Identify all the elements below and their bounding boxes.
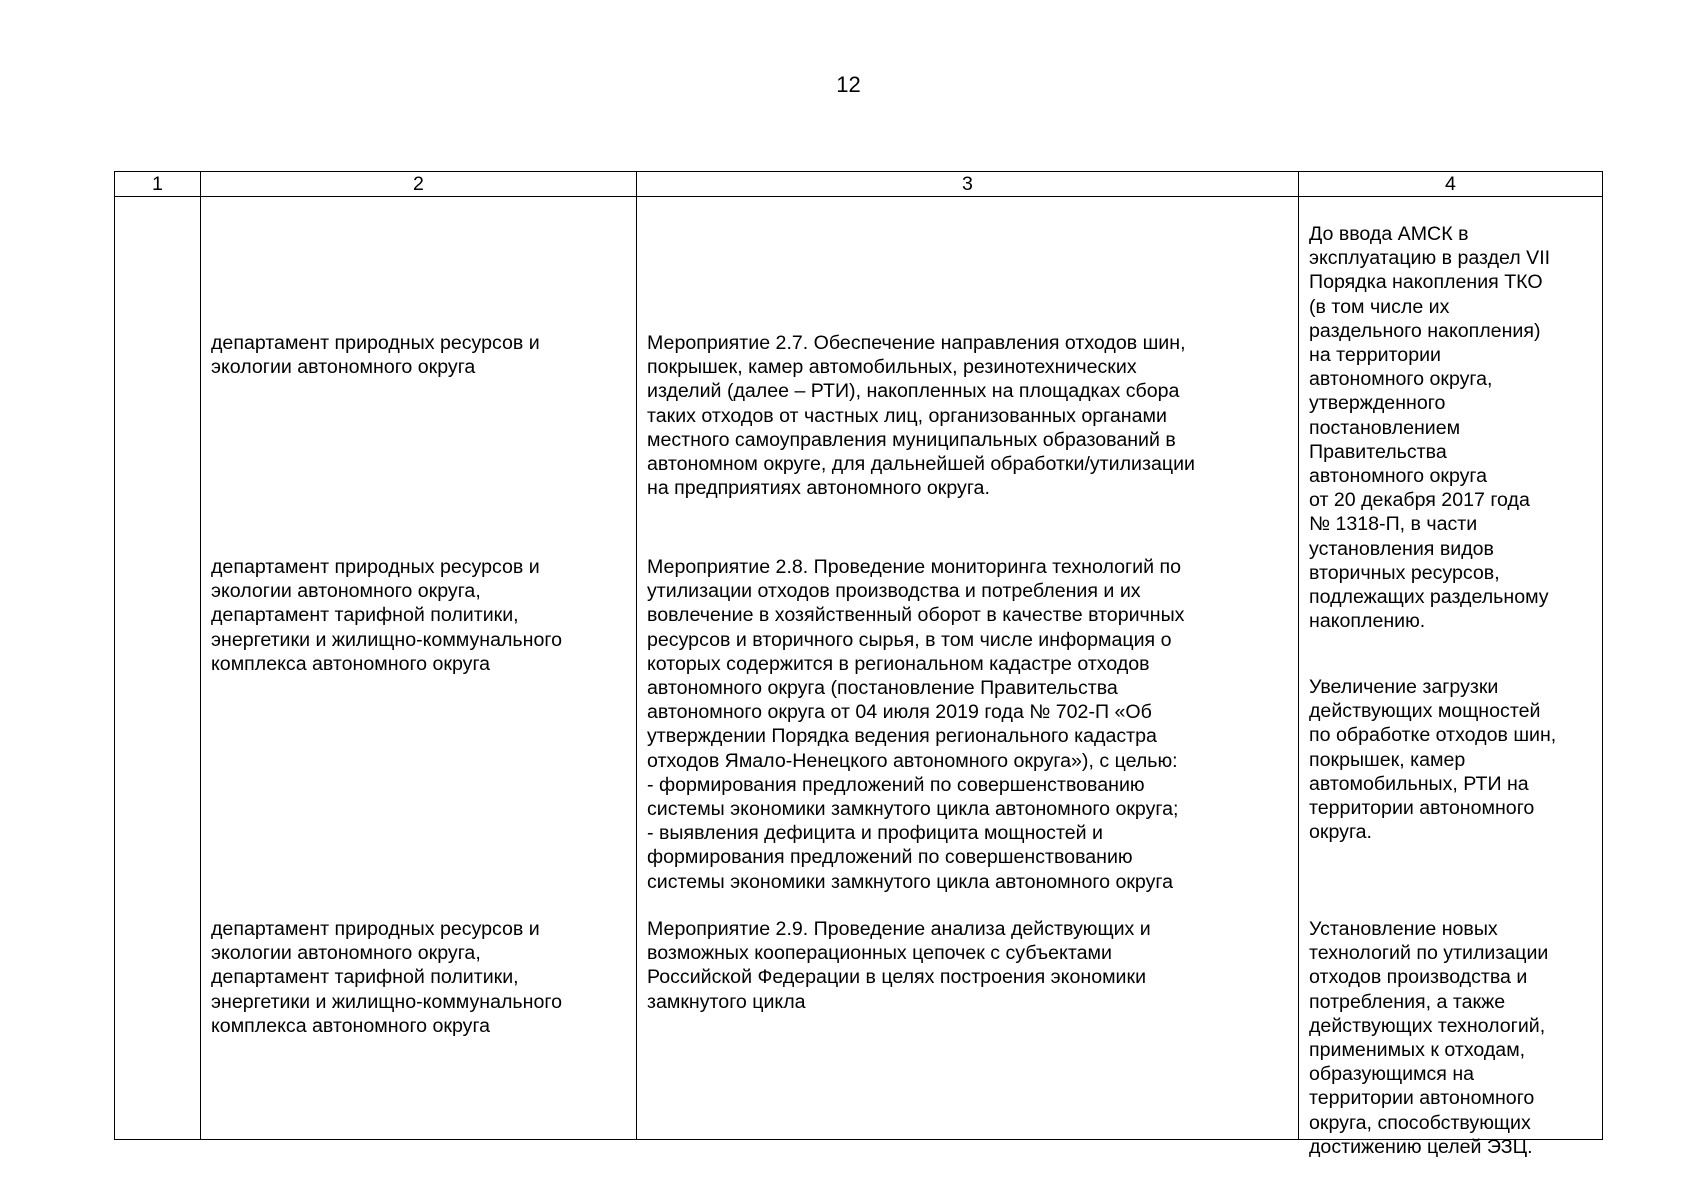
responsible-entry [211,917,630,1038]
text-line: экологии автономного округа [211,356,476,379]
text-line: которых содержится в региональном кадастре отходов [647,652,1150,675]
text-line: покрышек, камер [1309,748,1466,771]
text-line: округа. [1309,821,1373,844]
text-line: эксплуатацию в раздел VII [1309,247,1551,270]
text-line: автомобильных, РТИ на [1309,772,1529,795]
text-line: утверждении Порядка ведения регионального кадастра [647,725,1157,748]
text-line: достижению целей ЭЗЦ. [1309,1135,1533,1158]
text-line: формирования предложений по совершенствованию [647,846,1133,869]
result-entry [1309,222,1598,633]
text-line: таких отходов от частных лиц, организованных органами [647,404,1167,427]
text-line: Мероприятие 2.7. Обеспечение направления отходов шин, [647,332,1186,354]
text-line: отходов Ямало-Ненецкого автономного округа»), с целью: [647,749,1178,772]
text-line: автономного округа [1309,465,1488,488]
page-number: 12 [836,72,861,97]
text-line: территории автономного [1309,1087,1535,1110]
text-line: подлежащих раздельному [1309,586,1549,609]
text-line: отходов производства и [1309,966,1528,989]
result-entry [1309,917,1598,1159]
measure-entry [647,917,1292,1014]
column-header-2: 2 [201,172,637,197]
text-line: накоплению. [1309,610,1426,633]
text-line: образующимся на [1309,1063,1475,1086]
text-line: изделий (далее – РТИ), накопленных на площадках сбора [647,380,1180,403]
text-line: утвержденного [1309,392,1446,415]
text-line: постановлением [1309,416,1461,439]
text-line: экологии автономного округа, [211,580,481,603]
text-line: - формирования предложений по совершенствованию [647,773,1145,796]
text-line: департамент природных ресурсов и [211,332,540,354]
text-line: комплекса автономного округа [211,1014,491,1037]
text-line: потребления, а также [1309,990,1506,1013]
header-row [115,172,1603,197]
text-line: технологий по утилизации [1309,942,1549,965]
text-line: на территории [1309,344,1441,367]
text-line: До ввода АМСК в [1309,223,1469,245]
text-line: энергетики и жилищно-коммунального [211,628,562,651]
text-line: автономного округа, [1309,368,1493,391]
text-line: - выявления дефицита и профицита мощностей и [647,822,1103,845]
responsible-entry [211,331,630,379]
table-row [115,197,1603,1140]
text-line: (в том числе их [1309,295,1450,318]
text-line: местного самоуправления муниципальных образований в [647,428,1176,451]
result-entry [1309,675,1598,844]
text-line: вторичных ресурсов, [1309,561,1500,584]
text-line: на предприятиях автономного округа. [647,477,990,500]
text-line: покрышек, камер автомобильных, резинотехнических [647,356,1137,379]
column-header-3: 3 [637,172,1299,197]
text-line: департамент природных ресурсов и [211,918,540,940]
text-line: системы экономики замкнутого цикла автономного округа [647,870,1173,893]
text-line: Увеличение загрузки [1309,676,1499,698]
text-line: комплекса автономного округа [211,652,491,675]
text-line: вовлечение в хозяйственный оборот в качестве вторичных [647,604,1185,627]
text-line: № 1318-П, в части [1309,513,1478,536]
text-line: энергетики и жилищно-коммунального [211,990,562,1013]
responsible-entry [211,555,630,676]
measures-table [114,171,1603,1158]
text-line: автономного округа (постановление Правительства [647,677,1118,700]
text-line: департамент природных ресурсов и [211,556,540,578]
responsible-cell [201,197,637,1140]
text-line: Мероприятие 2.9. Проведение анализа действующих и [647,918,1151,940]
text-line: замкнутого цикла [647,990,806,1013]
text-line: ресурсов и вторичного сырья, в том числе информация о [647,628,1172,651]
text-line: Порядка накопления ТКО [1309,271,1543,294]
text-line: департамент тарифной политики, [211,604,519,627]
text-line: раздельного накопления) [1309,319,1541,342]
measure-cell [637,197,1299,1140]
text-line: системы экономики замкнутого цикла автономного округа; [647,798,1179,821]
text-line: установления видов [1309,537,1494,560]
text-line: автономном округе, для дальнейшей обработки/утилизации [647,453,1195,476]
column-header-1: 1 [115,172,201,197]
text-line: Мероприятие 2.8. Проведение мониторинга технологий по [647,556,1181,578]
text-line: территории автономного [1309,797,1535,820]
text-line: округа, способствующих [1309,1111,1531,1134]
text-line: Установление новых [1309,918,1498,940]
column-header-4: 4 [1299,172,1603,197]
text-line: Правительства [1309,440,1447,463]
text-line: Российской Федерации в целях построения экономики [647,966,1147,989]
measure-entry [647,555,1292,894]
measure-entry [647,331,1292,500]
text-line: от 20 декабря 2017 года [1309,489,1530,512]
number-cell [115,197,201,1140]
text-line: автономного округа от 04 июля 2019 года № 702-П «Об [647,701,1152,724]
text-line: возможных кооперационных цепочек с субъектами [647,942,1112,965]
text-line: действующих технологий, [1309,1014,1546,1037]
result-cell [1299,197,1603,1158]
text-line: экологии автономного округа, [211,942,481,965]
text-line: утилизации отходов производства и потребления и их [647,580,1141,603]
text-line: применимых к отходам, [1309,1039,1526,1062]
text-line: по обработке отходов шин, [1309,724,1557,747]
text-line: департамент тарифной политики, [211,966,519,989]
text-line: действующих мощностей [1309,700,1541,723]
